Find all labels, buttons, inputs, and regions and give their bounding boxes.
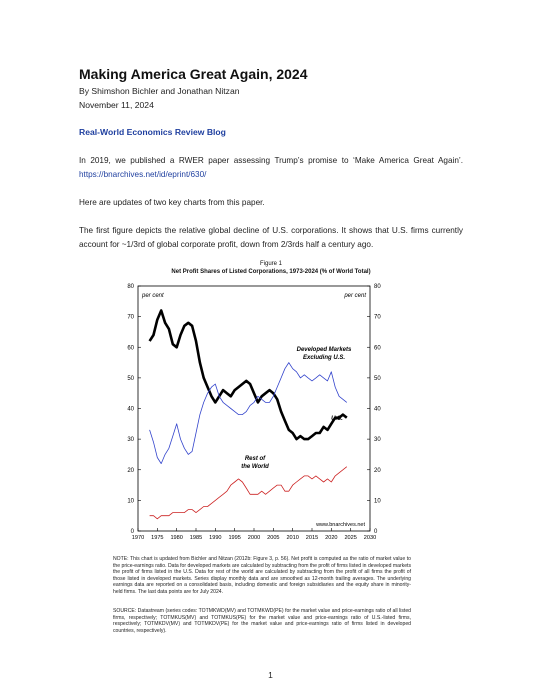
x-tick-label: 1970 <box>131 535 145 541</box>
paragraph-intro-text: In 2019, we published a RWER paper assessing Trump’s promise to ‘Make America Great Again’. <box>79 156 463 165</box>
annotation-developed-2: Excluding U.S. <box>302 355 346 361</box>
x-tick-label: 2025 <box>344 535 357 541</box>
blog-link[interactable]: Real-World Economics Review Blog <box>79 127 226 137</box>
y-tick-label-left: 70 <box>127 314 134 321</box>
figure-source: SOURCE: Datastream (series codes: TOTMKWD(MV) and TOTMKWD(PE) for the market value and price-earnings ratio of all listed firms, respectively; TOTMKUS(MV) and TOTMKUS(PE) for the market value and price-earnings ratio of U.S.-listed firms, respectively; TOTMKDV(MV) and TOTMKDV(PE) for the market value and price-earnings ratio of firms listed in developed countries, respectively). <box>113 608 411 634</box>
x-tick-label: 1975 <box>151 535 164 541</box>
page-number: 1 <box>268 670 273 680</box>
figure-note: NOTE: This chart is updated from Bichler and Nitzan (2012b: Figure 3, p. 56). Net profit is computed as the ratio of market value to the price-earnings ratio. Data for developed markets are calculated by subtracting from the profit of firms listed in developed markets the profit of firms listed in the U.S. Data for rest of the world are calculated by subtracting from the profit of all firms the profit of those listed in developed markets. Series display monthly data and are smoothed as 12-month trailing averages. The underlying earnings data are reported on a consolidated basis, including domestic and foreign subsidiaries and the equity share in minority-held firms. The last data points are for July 2024. <box>113 556 411 595</box>
series-line-rest-of-world <box>150 467 347 519</box>
x-tick-label: 2015 <box>305 535 319 541</box>
y-tick-label-right: 60 <box>374 345 381 352</box>
y-tick-label-left: 10 <box>127 498 134 505</box>
y-tick-label-right: 50 <box>374 375 381 382</box>
x-tick-label: 2020 <box>325 535 338 541</box>
y-tick-label-right: 80 <box>374 284 381 290</box>
annotation-us: U.S. <box>331 416 343 422</box>
annotation-row-2: the World <box>241 464 269 470</box>
x-tick-label: 1990 <box>209 535 222 541</box>
y-tick-label-right: 70 <box>374 314 381 321</box>
y-unit-label-left: per cent <box>142 293 164 299</box>
x-tick-label: 2030 <box>363 535 377 541</box>
y-unit-label-right: per cent <box>344 293 366 299</box>
y-tick-label-right: 40 <box>374 406 381 413</box>
y-tick-label-left: 60 <box>127 345 134 352</box>
authors: By Shimshon Bichler and Jonathan Nitzan <box>79 86 240 96</box>
x-tick-label: 1980 <box>170 535 183 541</box>
x-tick-label: 2010 <box>286 535 299 541</box>
y-tick-label-right: 10 <box>374 498 381 505</box>
y-tick-label-left: 30 <box>127 437 134 444</box>
series-line-developed-ex-us <box>150 363 347 464</box>
figure-label: Figure 1 <box>259 261 282 267</box>
x-tick-label: 2000 <box>247 535 261 541</box>
y-tick-label-left: 80 <box>127 284 134 290</box>
x-tick-label: 1995 <box>228 535 241 541</box>
y-tick-label-left: 20 <box>127 467 134 474</box>
x-tick-label: 2005 <box>267 535 280 541</box>
figure-title: Net Profit Shares of Listed Corporations, 1973-2024 (% of World Total) <box>171 269 371 275</box>
y-tick-label-right: 0 <box>374 529 378 535</box>
y-tick-label-right: 30 <box>374 437 381 444</box>
y-tick-label-left: 0 <box>130 529 134 535</box>
watermark: www.bnarchives.net <box>316 522 365 528</box>
x-tick-label: 1985 <box>189 535 203 541</box>
annotation-developed-1: Developed Markets <box>296 347 352 353</box>
paragraph-figure-description: The first figure depicts the relative global decline of U.S. corporations. It shows that U.S. firms currently account for ~1/3rd of global corporate profit, down from 2/3rds half a century ago. <box>79 226 463 249</box>
page-title: Making America Great Again, 2024 <box>79 66 308 82</box>
annotation-row-1: Rest of <box>244 456 266 462</box>
series-line-us <box>150 311 347 440</box>
publication-date: November 11, 2024 <box>79 100 154 110</box>
eprint-link[interactable]: https://bnarchives.net/id/eprint/630/ <box>79 169 207 179</box>
paragraph-updates: Here are updates of two key charts from this paper. <box>79 198 265 207</box>
y-tick-label-left: 50 <box>127 375 134 382</box>
series-lines <box>150 311 347 519</box>
y-tick-label-right: 20 <box>374 467 381 474</box>
y-tick-label-left: 40 <box>127 406 134 413</box>
